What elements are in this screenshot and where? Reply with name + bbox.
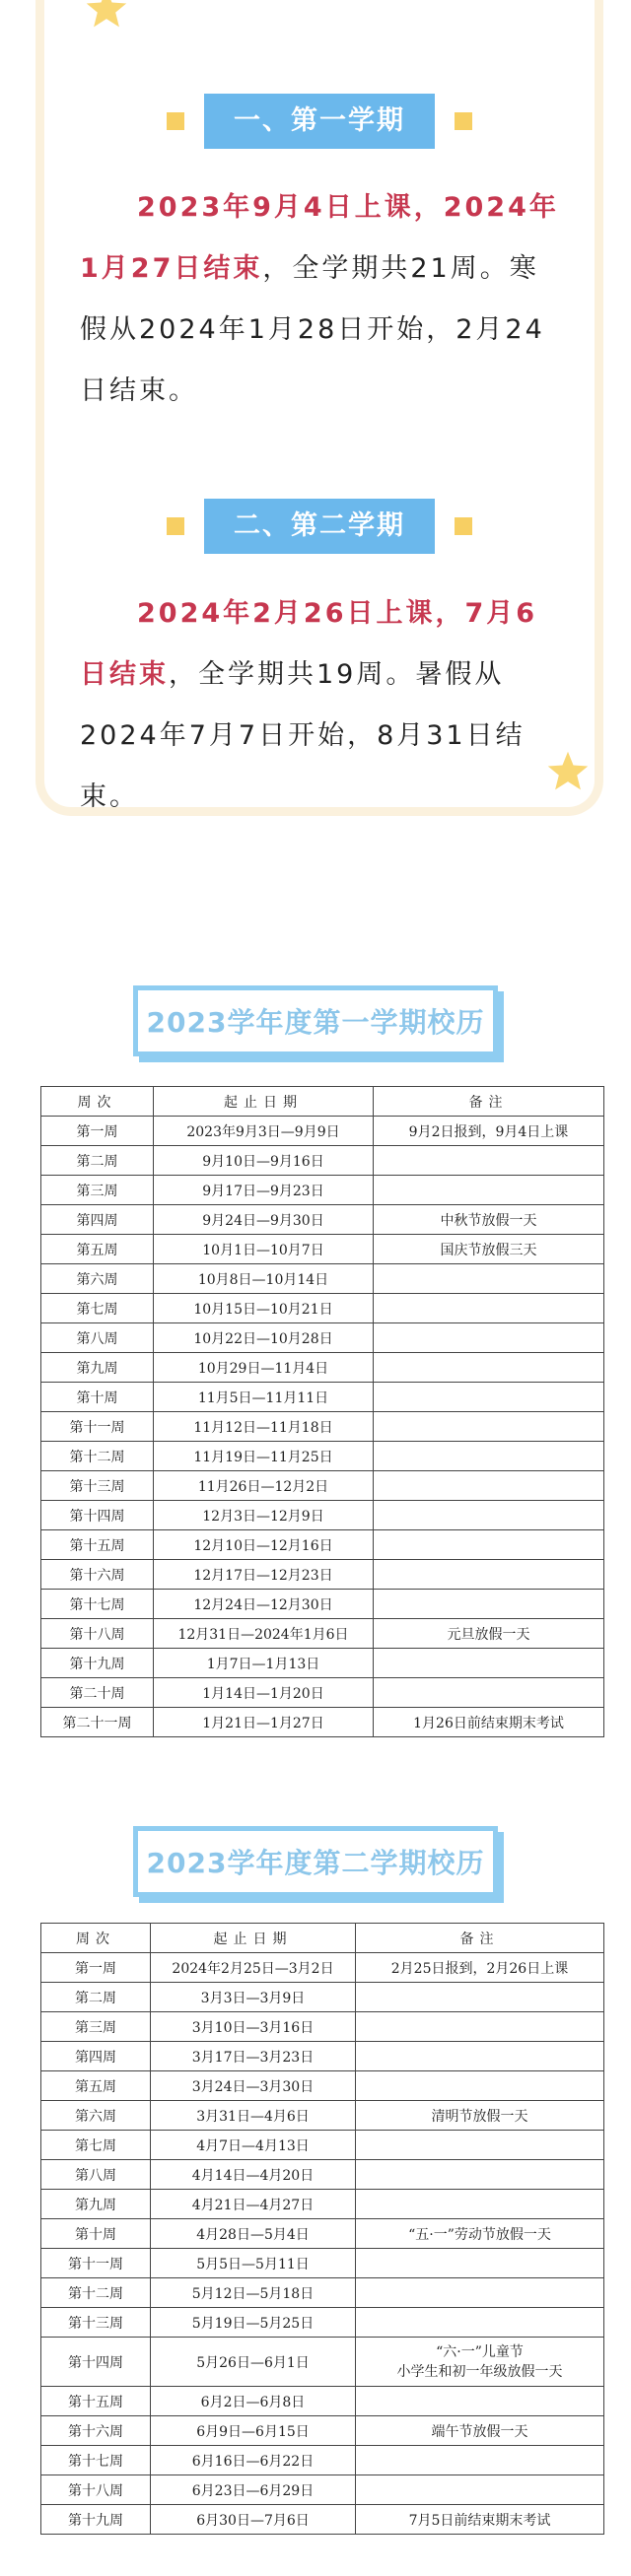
table-row [41, 1294, 604, 1323]
week-cell: 第十八周 [41, 2475, 151, 2505]
week-cell: 第三周 [41, 2012, 151, 2042]
note-cell [374, 1294, 604, 1323]
date-range-cell: 2023年9月3日—9月9日 [154, 1117, 374, 1146]
note-cell [374, 1323, 604, 1353]
week-cell: 第九周 [41, 1353, 154, 1383]
week-cell: 第十七周 [41, 2446, 151, 2475]
week-cell: 第十二周 [41, 2278, 151, 2308]
date-range-cell: 3月17日—3月23日 [151, 2042, 356, 2071]
note-cell [374, 1176, 604, 1205]
week-cell: 第一周 [41, 1953, 151, 1983]
table-row [41, 1708, 604, 1737]
table-row [41, 2338, 604, 2387]
table-row [41, 2012, 604, 2042]
table-row [41, 2446, 604, 2475]
date-range-cell: 5月19日—5月25日 [151, 2308, 356, 2338]
date-range-cell: 11月12日—11月18日 [154, 1412, 374, 1442]
date-range-cell: 6月16日—6月22日 [151, 2446, 356, 2475]
date-range-cell: 3月31日—4月6日 [151, 2101, 356, 2131]
week-cell: 第十二周 [41, 1442, 154, 1471]
date-range-cell: 4月14日—4月20日 [151, 2160, 356, 2190]
term2-heading-row [44, 499, 595, 554]
note-cell [356, 2308, 604, 2338]
note-cell: 2月25日报到，2月26日上课 [356, 1953, 604, 1983]
term1-dates: 2023年9月4日上课，2024年1月27日结束 [80, 192, 559, 284]
date-range-cell: 6月23日—6月29日 [151, 2475, 356, 2505]
date-range-cell: 9月10日—9月16日 [154, 1146, 374, 1176]
week-cell: 第十七周 [41, 1590, 154, 1619]
date-range-cell: 4月7日—4月13日 [151, 2131, 356, 2160]
table-row [41, 1590, 604, 1619]
table-row [41, 1530, 604, 1560]
week-cell: 第四周 [41, 1205, 154, 1235]
date-range-cell: 6月30日—7月6日 [151, 2505, 356, 2535]
date-range-cell: 4月21日—4月27日 [151, 2190, 356, 2219]
date-range-cell: 5月12日—5月18日 [151, 2278, 356, 2308]
table-row [41, 1146, 604, 1176]
week-cell: 第七周 [41, 2131, 151, 2160]
table-row [41, 1649, 604, 1678]
note-cell [374, 1442, 604, 1471]
note-cell [374, 1146, 604, 1176]
note-cell: 1月26日前结束期末考试 [374, 1708, 604, 1737]
date-range-cell: 11月5日—11月11日 [154, 1383, 374, 1412]
note-cell [356, 2249, 604, 2278]
date-range-cell: 3月10日—3月16日 [151, 2012, 356, 2042]
date-range-cell: 1月7日—1月13日 [154, 1649, 374, 1678]
table-row [41, 2042, 604, 2071]
table-row [41, 2101, 604, 2131]
date-range-cell: 4月28日—5月4日 [151, 2219, 356, 2249]
table-row [41, 2308, 604, 2338]
date-range-cell: 3月3日—3月9日 [151, 1983, 356, 2012]
term2-heading: 二、第二学期 [204, 499, 435, 554]
date-range-cell: 1月14日—1月20日 [154, 1678, 374, 1708]
note-cell [356, 2042, 604, 2071]
week-cell: 第十五周 [41, 1530, 154, 1560]
table-row [41, 2387, 604, 2416]
date-range-cell: 9月24日—9月30日 [154, 1205, 374, 1235]
table-row [41, 1383, 604, 1412]
note-cell [356, 2071, 604, 2101]
note-cell [356, 2278, 604, 2308]
table-row [41, 1412, 604, 1442]
table-row [41, 1235, 604, 1264]
week-cell: 第九周 [41, 2190, 151, 2219]
note-cell [356, 2160, 604, 2190]
week-cell: 第五周 [41, 2071, 151, 2101]
week-cell: 第十周 [41, 2219, 151, 2249]
table-row [41, 1678, 604, 1708]
table-row [41, 1264, 604, 1294]
table-row [41, 1205, 604, 1235]
week-cell: 第十三周 [41, 1471, 154, 1501]
date-range-cell: 10月1日—10月7日 [154, 1235, 374, 1264]
yellow-square-decoration [167, 517, 184, 535]
note-cell: 中秋节放假一天 [374, 1205, 604, 1235]
note-cell [356, 2387, 604, 2416]
column-header-week: 周次 [41, 1924, 151, 1953]
table-header-row [41, 1087, 604, 1117]
date-range-cell: 10月8日—10月14日 [154, 1264, 374, 1294]
note-cell: “六·一”儿童节 小学生和初一年级放假一天 [356, 2338, 604, 2387]
note-cell [374, 1678, 604, 1708]
note-cell [356, 1983, 604, 2012]
week-cell: 第六周 [41, 1264, 154, 1294]
table-row [41, 2505, 604, 2535]
table-row [41, 2475, 604, 2505]
column-header-week: 周次 [41, 1087, 154, 1117]
note-cell [356, 2131, 604, 2160]
table-row [41, 1501, 604, 1530]
date-range-cell: 12月24日—12月30日 [154, 1590, 374, 1619]
term2-paragraph [80, 583, 567, 828]
week-cell: 第十一周 [41, 1412, 154, 1442]
week-cell: 第二十周 [41, 1678, 154, 1708]
column-header-dates: 起止日期 [151, 1924, 356, 1953]
table-row [41, 2219, 604, 2249]
note-cell [374, 1530, 604, 1560]
week-cell: 第十五周 [41, 2387, 151, 2416]
table-row [41, 2071, 604, 2101]
week-cell: 第四周 [41, 2042, 151, 2071]
date-range-cell: 11月26日—12月2日 [154, 1471, 374, 1501]
week-cell: 第十九周 [41, 2505, 151, 2535]
note-cell: 国庆节放假三天 [374, 1235, 604, 1264]
date-range-cell: 11月19日—11月25日 [154, 1442, 374, 1471]
date-range-cell: 5月26日—6月1日 [151, 2338, 356, 2387]
date-range-cell: 5月5日—5月11日 [151, 2249, 356, 2278]
note-cell [374, 1649, 604, 1678]
note-cell [374, 1501, 604, 1530]
note-cell [374, 1560, 604, 1590]
table-row [41, 1471, 604, 1501]
term1-details: ，全学期共21周。寒假从2024年1月28日开始，2月24日结束。 [80, 253, 545, 406]
yellow-square-decoration [455, 112, 472, 130]
date-range-cell: 12月17日—12月23日 [154, 1560, 374, 1590]
week-cell: 第十四周 [41, 1501, 154, 1530]
table-row [41, 2416, 604, 2446]
table-row [41, 1953, 604, 1983]
date-range-cell: 12月3日—12月9日 [154, 1501, 374, 1530]
note-cell: 端午节放假一天 [356, 2416, 604, 2446]
date-range-cell: 10月29日—11月4日 [154, 1353, 374, 1383]
date-range-cell: 12月31日—2024年1月6日 [154, 1619, 374, 1649]
table-row [41, 2190, 604, 2219]
note-cell [374, 1412, 604, 1442]
week-cell: 第十六周 [41, 2416, 151, 2446]
table-row [41, 1117, 604, 1146]
star-icon [84, 0, 129, 32]
table-row [41, 1323, 604, 1353]
date-range-cell: 1月21日—1月27日 [154, 1708, 374, 1737]
table-row [41, 1176, 604, 1205]
note-cell [374, 1264, 604, 1294]
week-cell: 第十三周 [41, 2308, 151, 2338]
date-range-cell: 9月17日—9月23日 [154, 1176, 374, 1205]
note-cell: “五·一”劳动节放假一天 [356, 2219, 604, 2249]
calendar1-title: 2023学年度第一学期校历 [133, 985, 498, 1056]
week-cell: 第六周 [41, 2101, 151, 2131]
week-cell: 第五周 [41, 1235, 154, 1264]
week-cell: 第二十一周 [41, 1708, 154, 1737]
week-cell: 第十八周 [41, 1619, 154, 1649]
note-cell [374, 1590, 604, 1619]
note-cell [356, 2446, 604, 2475]
note-cell: 元旦放假一天 [374, 1619, 604, 1649]
note-cell [356, 2012, 604, 2042]
note-cell [356, 2475, 604, 2505]
yellow-square-decoration [455, 517, 472, 535]
intro-card [35, 0, 603, 816]
table-row [41, 2160, 604, 2190]
term2-details: ，全学期共19周。暑假从2024年7月7日开始，8月31日结束。 [80, 659, 526, 812]
table-row [41, 1353, 604, 1383]
table-row [41, 2278, 604, 2308]
table-row [41, 2131, 604, 2160]
week-cell: 第一周 [41, 1117, 154, 1146]
week-cell: 第八周 [41, 2160, 151, 2190]
date-range-cell: 2024年2月25日—3月2日 [151, 1953, 356, 1983]
table-row [41, 1442, 604, 1471]
date-range-cell: 12月10日—12月16日 [154, 1530, 374, 1560]
term1-heading: 一、第一学期 [204, 94, 435, 149]
column-header-dates: 起止日期 [154, 1087, 374, 1117]
week-cell: 第十一周 [41, 2249, 151, 2278]
week-cell: 第十六周 [41, 1560, 154, 1590]
note-cell: 7月5日前结束期末考试 [356, 2505, 604, 2535]
week-cell: 第二周 [41, 1146, 154, 1176]
date-range-cell: 10月15日—10月21日 [154, 1294, 374, 1323]
term1-heading-row [44, 94, 595, 149]
note-cell: 9月2日报到，9月4日上课 [374, 1117, 604, 1146]
week-cell: 第三周 [41, 1176, 154, 1205]
yellow-square-decoration [167, 112, 184, 130]
week-cell: 第十周 [41, 1383, 154, 1412]
note-cell [374, 1471, 604, 1501]
week-cell: 第十四周 [41, 2338, 151, 2387]
calendar2-title: 2023学年度第二学期校历 [133, 1826, 498, 1897]
note-cell [374, 1383, 604, 1412]
star-icon [545, 749, 591, 794]
note-cell [374, 1353, 604, 1383]
date-range-cell: 6月9日—6月15日 [151, 2416, 356, 2446]
week-cell: 第七周 [41, 1294, 154, 1323]
term1-paragraph [80, 177, 567, 422]
column-header-notes: 备注 [374, 1087, 604, 1117]
table-header-row [41, 1924, 604, 1953]
date-range-cell: 3月24日—3月30日 [151, 2071, 356, 2101]
week-cell: 第十九周 [41, 1649, 154, 1678]
column-header-notes: 备注 [356, 1924, 604, 1953]
week-cell: 第二周 [41, 1983, 151, 2012]
calendar1-table [40, 1086, 604, 1737]
table-row [41, 2249, 604, 2278]
table-row [41, 1619, 604, 1649]
note-cell [356, 2190, 604, 2219]
term2-dates: 2024年2月26日上课，7月6日结束 [80, 598, 538, 690]
note-cell: 清明节放假一天 [356, 2101, 604, 2131]
calendar2-table [40, 1923, 604, 2535]
week-cell: 第八周 [41, 1323, 154, 1353]
table-row [41, 1560, 604, 1590]
date-range-cell: 10月22日—10月28日 [154, 1323, 374, 1353]
date-range-cell: 6月2日—6月8日 [151, 2387, 356, 2416]
table-row [41, 1983, 604, 2012]
